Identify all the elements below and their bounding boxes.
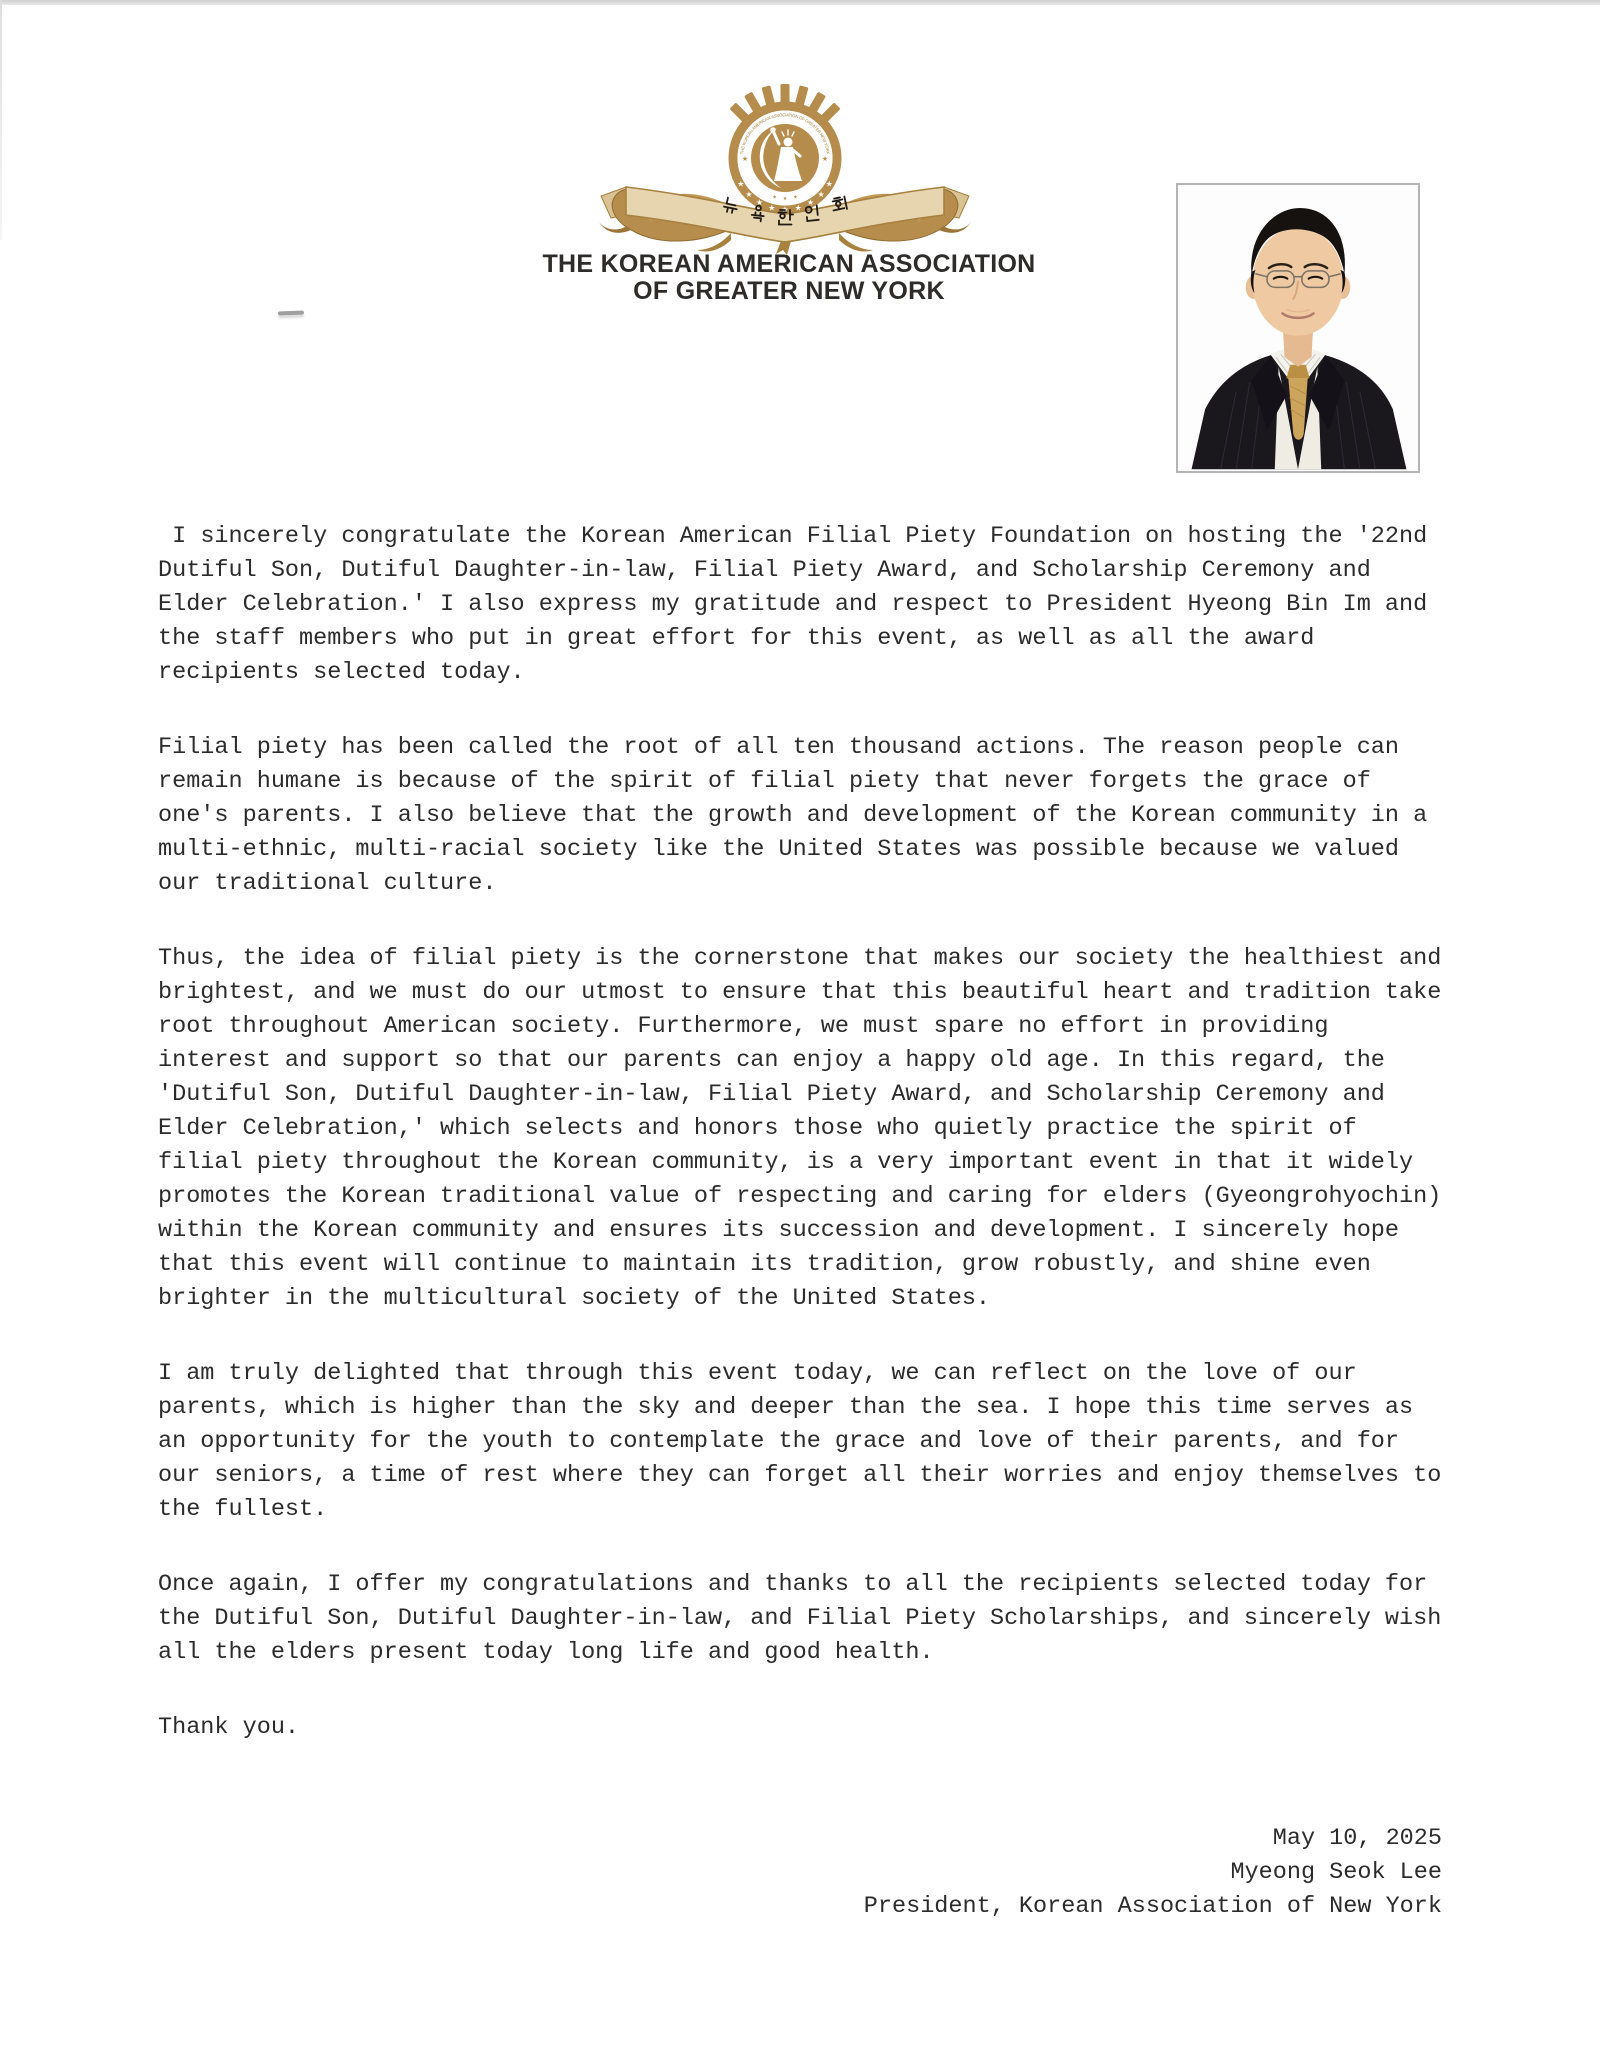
signature-name: Myeong Seok Lee (1230, 1859, 1442, 1886)
svg-text:★: ★ (793, 194, 798, 201)
letter-closing: Thank you. (158, 1714, 300, 1741)
svg-text:★: ★ (794, 203, 802, 213)
letter-paragraph-5: Once again, I offer my congratulations and thanks to all the recipients selected today for the Dutiful Son, Dutiful Daughter-in-law, and Filial Piety Scholarships, and sincerely wish all the elders present today long life and good health. (158, 1571, 1456, 1666)
svg-text:★: ★ (772, 194, 777, 201)
scan-top-edge (0, 0, 1600, 5)
portrait-illustration (1178, 185, 1418, 471)
letter-paragraph-4: I am truly delighted that through this event today, we can reflect on the love of our parents, which is higher than the sky and deeper than the sea. I hope this time serves as an opportunity for the youth to contemplate the grace and love of their parents, and for our seniors, a time of rest where they can forget all their worries and enjoy themselves to the fullest. (158, 1360, 1456, 1523)
signature-block (864, 1822, 1442, 1924)
svg-text:★: ★ (745, 190, 753, 200)
svg-text:★: ★ (741, 155, 749, 163)
svg-text:★: ★ (817, 190, 825, 200)
signature-title: President, Korean Association of New York (863, 1893, 1442, 1920)
letter-paragraph-2: Filial piety has been called the root of all ten thousand actions. The reason people can remain humane is because of the spirit of filial piety that never forgets the grace of one's parents. I also believe that the growth and development of the Korean community in a multi-ethnic, multi-racial society like the United States was possible because we valued our traditional culture. (158, 734, 1442, 897)
svg-text:★: ★ (768, 203, 776, 213)
letter-paragraph-3: Thus, the idea of filial piety is the cornerstone that makes our society the healthiest and brightest, and we must do our utmost to ensure that this beautiful heart and tradition take root throughout American society. Furthermore, we must spare no effort in providing interest and support so that our parents can enjoy a happy old age. In this regard, the 'Dutiful Son, Dutiful Daughter-in-law, Filial Piety Award, and Scholarship Ceremony and Elder Celebration,' which selects and honors those who quietly practice the spirit of filial piety throughout the Korean community, is a very important event in that it widely promotes the Korean traditional value of respecting and caring for elders (Gyeongrohyochin) within the Korean community and ensures its succession and development. I sincerely hope that this event will continue to maintain its tradition, grow robustly, and shine even brighter in the multicultural society of the United States. (158, 945, 1456, 1312)
kaagny-logo (581, 78, 989, 256)
smudge-mark (278, 311, 304, 316)
svg-text:★: ★ (821, 155, 829, 163)
svg-text:★: ★ (782, 196, 788, 202)
scan-left-edge (0, 0, 2, 240)
org-name-line1: THE KOREAN AMERICAN ASSOCIATION (542, 250, 1036, 278)
svg-text:★: ★ (755, 198, 764, 208)
president-portrait (1176, 183, 1420, 473)
org-name (489, 251, 1089, 305)
letter-body (158, 520, 1456, 1745)
svg-text:★: ★ (806, 198, 815, 208)
svg-text:★: ★ (825, 179, 833, 189)
letter-paragraph-1: I sincerely congratulate the Korean American Filial Piety Foundation on hosting the '22nd Dutiful Son, Dutiful Daughter-in-law, Filial Piety Award, and Scholarship Ceremony and Elder Celebration.' I also express my gratitude and respect to President Hyeong Bin Im and the staff members who put in great effort for this event, as well as all the award recipients selected today. (158, 523, 1442, 686)
svg-text:★: ★ (781, 205, 789, 214)
svg-text:THE KOREAN AMERICAN ASSOCIATIO: THE KOREAN AMERICAN ASSOCIATION OF GREATER NEW YORK (739, 112, 831, 155)
signature-date: May 10, 2025 (1272, 1825, 1442, 1852)
org-name-line2: OF GREATER NEW YORK (633, 277, 945, 305)
svg-text:★: ★ (737, 179, 745, 189)
